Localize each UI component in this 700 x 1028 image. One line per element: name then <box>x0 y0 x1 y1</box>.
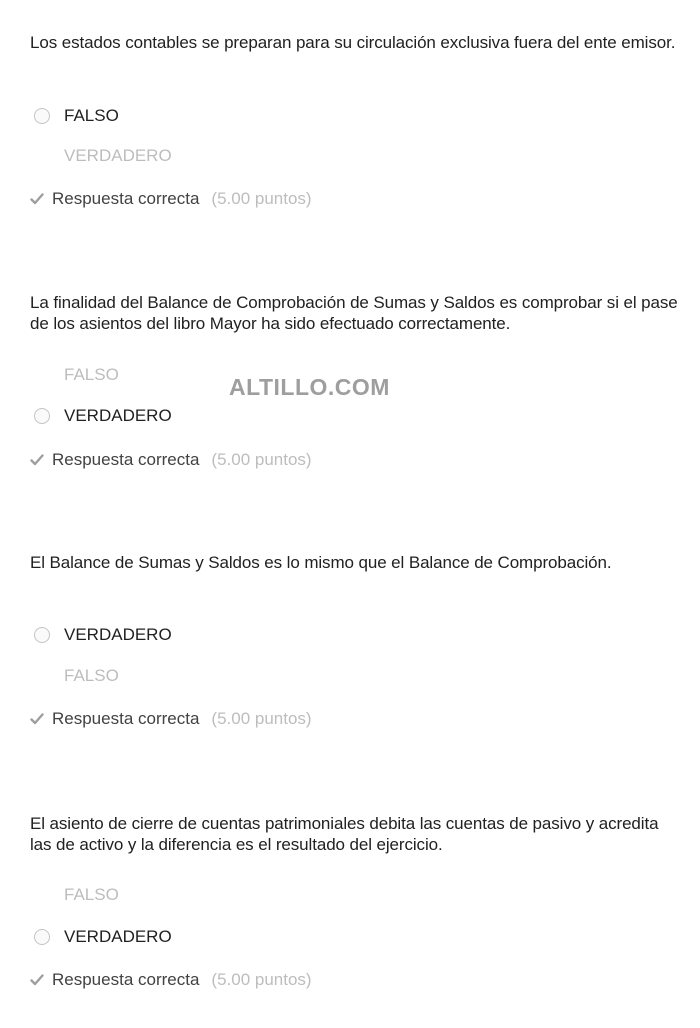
option-falso[interactable] <box>34 105 119 127</box>
question-3 <box>30 552 680 728</box>
watermark-text: ALTILLO.COM <box>229 374 390 400</box>
feedback <box>30 449 312 471</box>
check-icon <box>30 712 44 726</box>
feedback-label: Respuesta correcta <box>52 450 200 469</box>
points-label: (5.00 puntos) <box>211 970 312 989</box>
feedback-label: Respuesta correcta <box>52 709 200 728</box>
option-label: VERDADERO <box>64 406 172 425</box>
question-text: La finalidad del Balance de Comprobación de Sumas y Saldos es comprobar si el pase de los asientos del libro Mayor ha sido efectuado correctamente. <box>30 293 678 333</box>
question-text: El asiento de cierre de cuentas patrimoniales debita las cuentas de pasivo y acredita las de activo y la diferencia es el resultado del ejercicio. <box>30 814 659 854</box>
radio-button[interactable] <box>34 108 50 124</box>
check-icon <box>30 973 44 987</box>
option-label: FALSO <box>64 106 119 125</box>
option-label: FALSO <box>64 885 119 904</box>
option-falso[interactable] <box>64 665 119 687</box>
radio-button[interactable] <box>34 929 50 945</box>
question-text: El Balance de Sumas y Saldos es lo mismo que el Balance de Comprobación. <box>30 553 612 572</box>
radio-button[interactable] <box>34 627 50 643</box>
option-verdadero[interactable] <box>64 145 172 167</box>
points-label: (5.00 puntos) <box>211 189 312 208</box>
feedback-label: Respuesta correcta <box>52 189 200 208</box>
option-label: VERDADERO <box>64 146 172 165</box>
feedback <box>30 708 312 730</box>
option-label: VERDADERO <box>64 625 172 644</box>
option-verdadero[interactable] <box>34 926 172 948</box>
option-verdadero[interactable] <box>34 405 172 427</box>
points-label: (5.00 puntos) <box>211 450 312 469</box>
feedback <box>30 969 312 991</box>
option-label: VERDADERO <box>64 927 172 946</box>
feedback <box>30 188 312 210</box>
question-text: Los estados contables se preparan para su circulación exclusiva fuera del ente emisor. <box>30 33 676 52</box>
feedback-label: Respuesta correcta <box>52 970 200 989</box>
check-icon <box>30 192 44 206</box>
option-label: FALSO <box>64 666 119 685</box>
option-falso[interactable] <box>64 364 119 386</box>
points-label: (5.00 puntos) <box>211 709 312 728</box>
option-falso[interactable] <box>64 884 119 906</box>
check-icon <box>30 453 44 467</box>
option-verdadero[interactable] <box>34 624 172 646</box>
question-4 <box>30 813 680 989</box>
question-1 <box>30 32 680 208</box>
radio-button[interactable] <box>34 408 50 424</box>
option-label: FALSO <box>64 365 119 384</box>
